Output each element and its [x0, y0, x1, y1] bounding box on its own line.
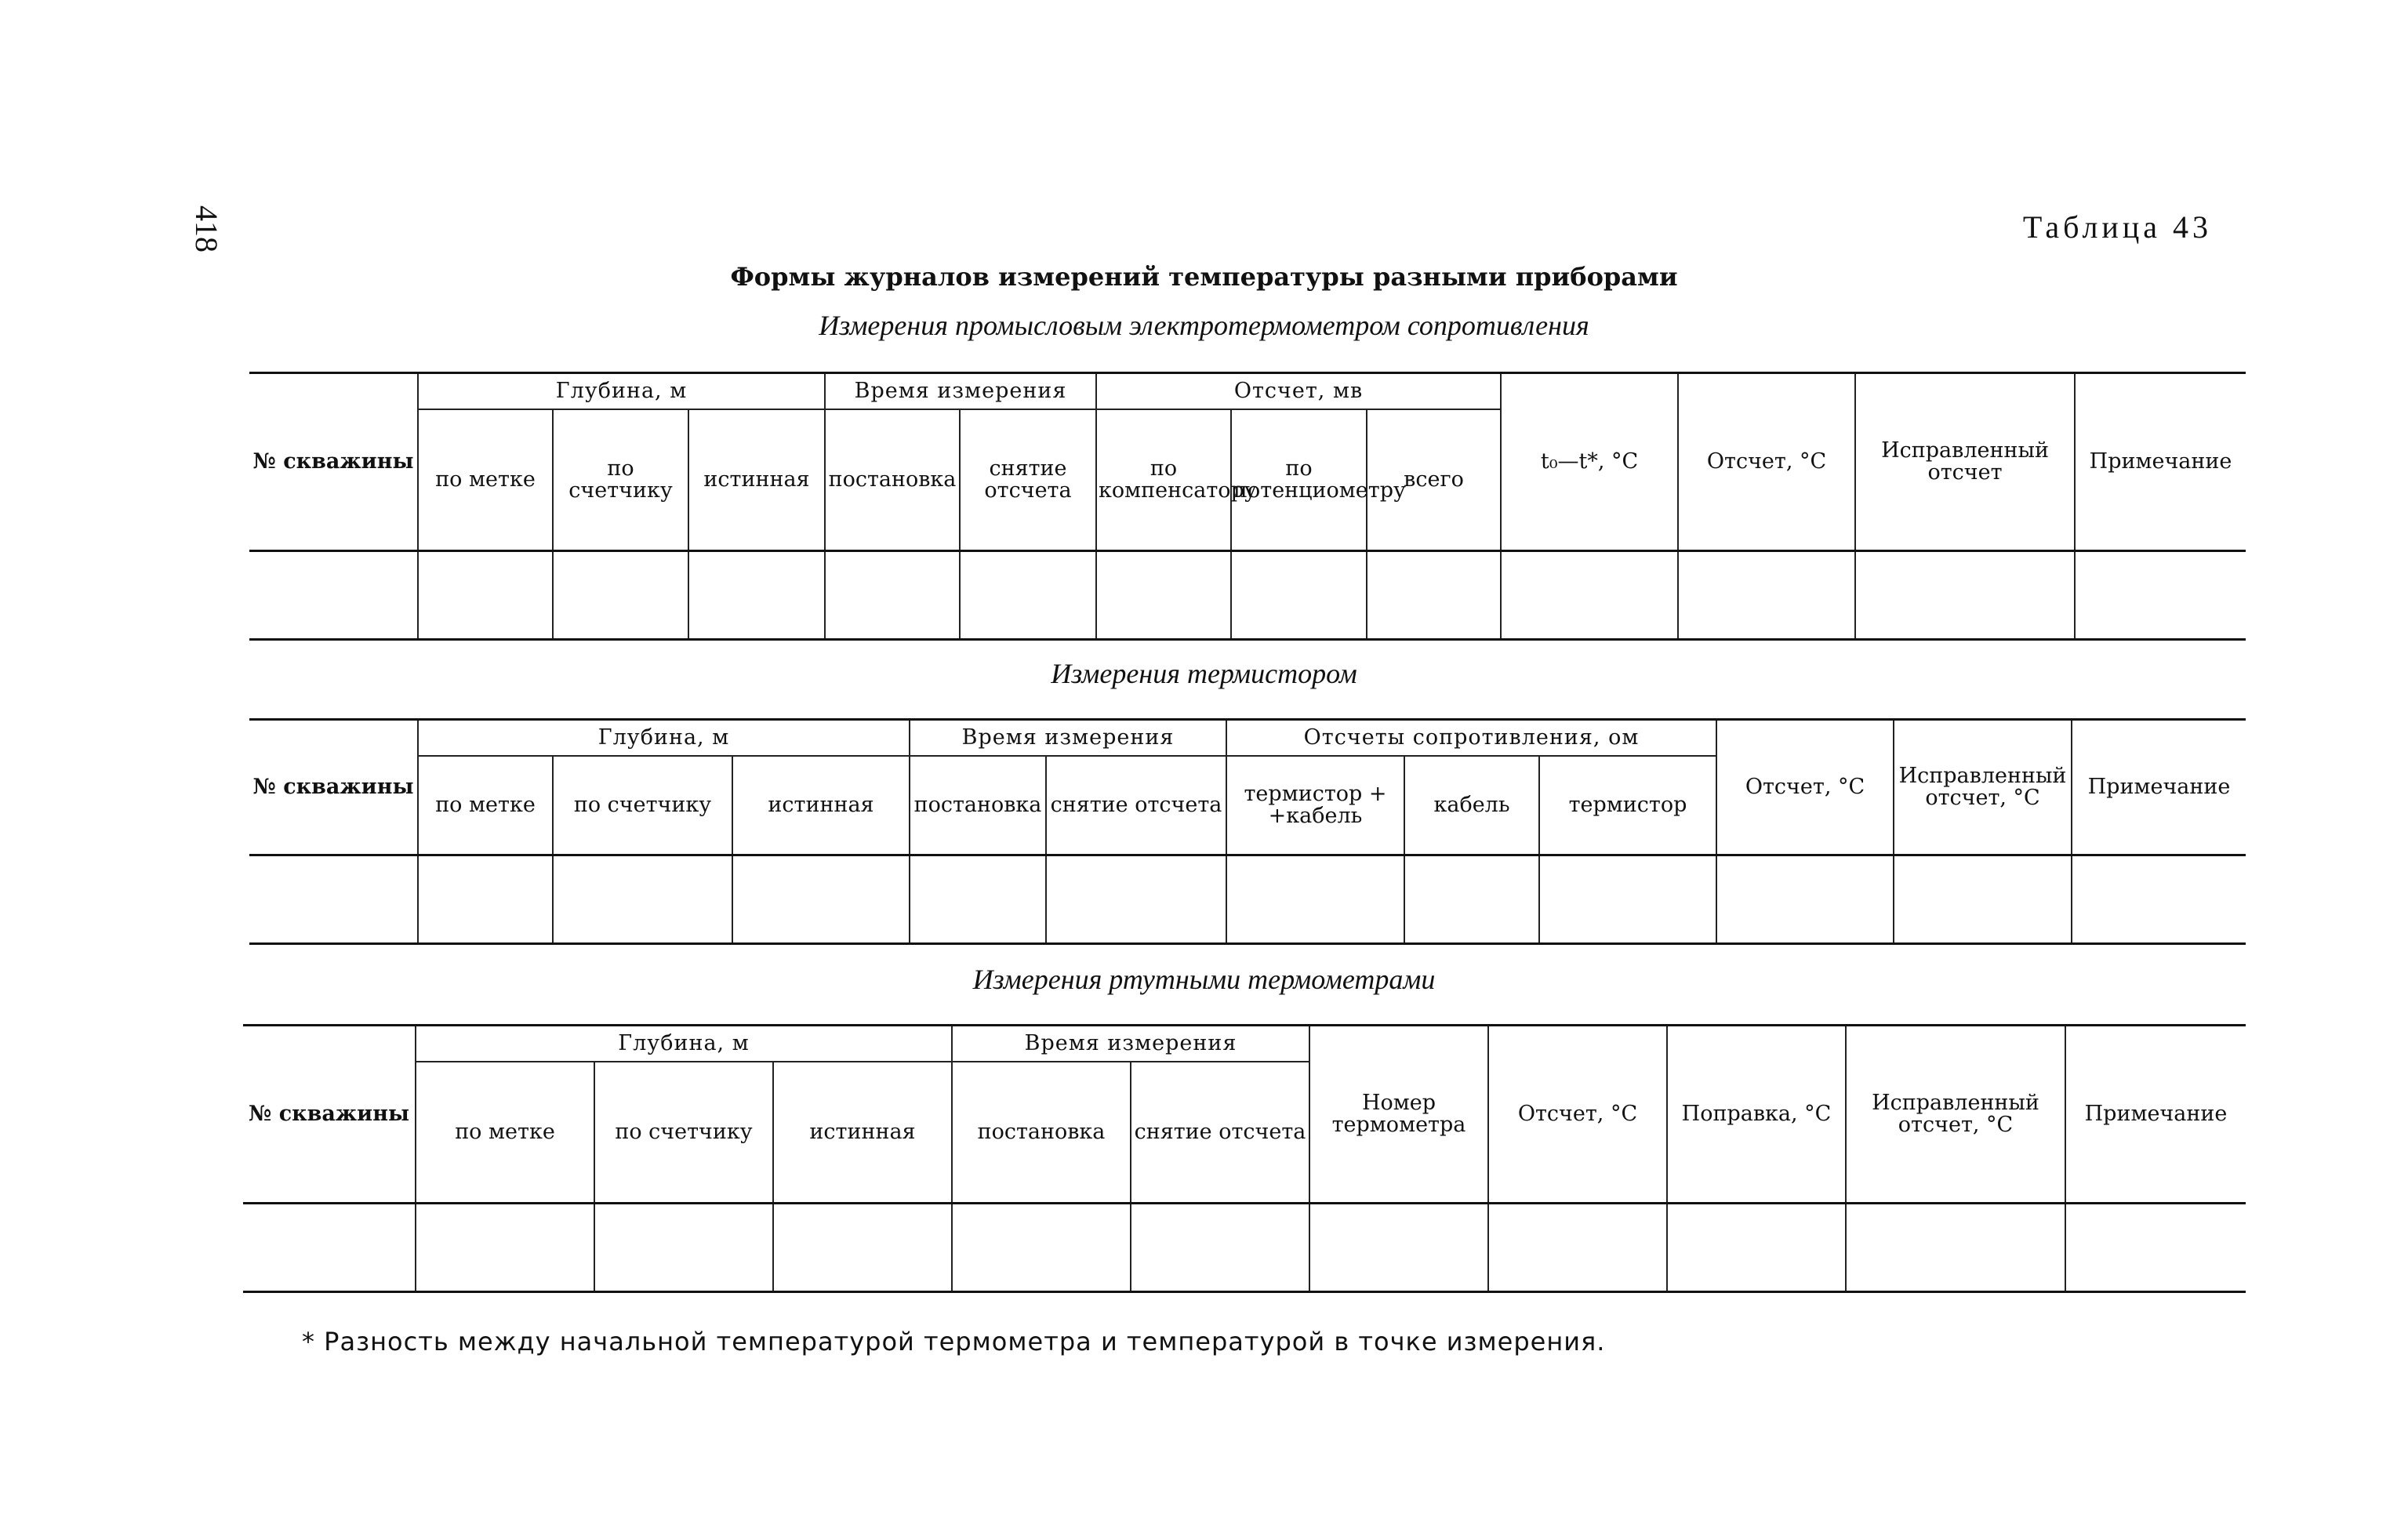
col-time: Время измерения [910, 720, 1226, 757]
col-well: № скважины [249, 720, 418, 855]
col-depth-by-counter: по счетчику [594, 1062, 773, 1204]
table-thermistor [249, 718, 2246, 945]
col-note: Примечание [2072, 720, 2246, 855]
cell-empty [1846, 1204, 2065, 1292]
cell-empty [416, 1204, 594, 1292]
col-reading-comp: по компенсатору [1096, 409, 1231, 551]
col-reading-c: Отсчет, °C [1716, 720, 1894, 855]
table-electrothermometer [249, 372, 2246, 641]
cell-empty [910, 855, 1046, 944]
table-mercury-thermometers [243, 1024, 2246, 1293]
cell-empty [1231, 551, 1367, 640]
col-depth-true: истинная [773, 1062, 952, 1204]
col-depth: Глубина, м [418, 720, 910, 757]
col-res-thermistor-cable: термистор + +кабель [1226, 756, 1404, 855]
col-thermometer-no: Номер термометра [1309, 1026, 1488, 1204]
cell-empty [249, 551, 418, 640]
cell-empty [2072, 855, 2246, 944]
cell-empty [688, 551, 825, 640]
col-res-cable: кабель [1404, 756, 1539, 855]
col-corrected: Исправленный отсчет, °C [1894, 720, 2072, 855]
cell-empty [1716, 855, 1894, 944]
col-well: № скважины [243, 1026, 416, 1204]
col-res-thermistor: термистор [1539, 756, 1716, 855]
col-depth-by-mark: по метке [418, 409, 553, 551]
col-reading-mv: Отсчет, мв [1096, 373, 1501, 410]
col-depth-true: истинная [732, 756, 910, 855]
cell-empty [1367, 551, 1501, 640]
cell-empty [418, 855, 553, 944]
col-note: Примечание [2075, 373, 2246, 551]
col-time-set: постановка [952, 1062, 1131, 1204]
cell-empty [249, 855, 418, 944]
col-reading-pot: по потенциометру [1231, 409, 1367, 551]
col-time-read: снятие отсчета [960, 409, 1096, 551]
section2-subtitle: Измерения термистором [1051, 658, 1357, 689]
cell-empty [243, 1204, 416, 1292]
cell-empty [1501, 551, 1678, 640]
page-number: 418 [189, 205, 224, 252]
cell-empty [553, 551, 688, 640]
cell-empty [1131, 1204, 1309, 1292]
cell-empty [1488, 1204, 1667, 1292]
col-reading-c: Отсчет, °C [1488, 1026, 1667, 1204]
col-time-set: постановка [825, 409, 960, 551]
cell-empty [1678, 551, 1855, 640]
col-time: Время измерения [952, 1026, 1309, 1062]
section3-subtitle: Измерения ртутными термометрами [972, 964, 1436, 995]
col-well: № скважины [249, 373, 418, 551]
cell-empty [773, 1204, 952, 1292]
table-label: Таблица 43 [2022, 209, 2212, 245]
col-corrected: Исправленный отсчет [1855, 373, 2075, 551]
cell-empty [1404, 855, 1539, 944]
col-corrected: Исправленный отсчет, °C [1846, 1026, 2065, 1204]
cell-empty [594, 1204, 773, 1292]
cell-empty [960, 551, 1096, 640]
col-depth-by-counter: по счетчику [553, 756, 732, 855]
cell-empty [1096, 551, 1231, 640]
section1-subtitle: Измерения промысловым электротермометром сопротивления [819, 310, 1589, 341]
cell-empty [952, 1204, 1131, 1292]
cell-empty [825, 551, 960, 640]
cell-empty [553, 855, 732, 944]
col-note: Примечание [2065, 1026, 2246, 1204]
page-title: Формы журналов измерений температуры разными приборами [730, 262, 1678, 292]
cell-empty [2065, 1204, 2246, 1292]
col-reading-c: Отсчет, °C [1678, 373, 1855, 551]
cell-empty [1539, 855, 1716, 944]
cell-empty [732, 855, 910, 944]
col-depth: Глубина, м [416, 1026, 952, 1062]
cell-empty [418, 551, 553, 640]
cell-empty [1894, 855, 2072, 944]
cell-empty [1855, 551, 2075, 640]
col-depth-true: истинная [688, 409, 825, 551]
col-correction: Поправка, °C [1667, 1026, 1846, 1204]
cell-empty [1046, 855, 1226, 944]
col-reading-total: всего [1367, 409, 1501, 551]
cell-empty [2075, 551, 2246, 640]
cell-empty [1226, 855, 1404, 944]
cell-empty [1309, 1204, 1488, 1292]
footnote: * Разность между начальной температурой термометра и температурой в точке измерения. [302, 1327, 1606, 1356]
col-depth-by-mark: по метке [416, 1062, 594, 1204]
col-depth-by-counter: по счетчику [553, 409, 688, 551]
col-depth-by-mark: по метке [418, 756, 553, 855]
cell-empty [1667, 1204, 1846, 1292]
col-time-read: снятие отсчета [1046, 756, 1226, 855]
col-time-set: постановка [910, 756, 1046, 855]
col-time: Время измерения [825, 373, 1096, 410]
col-delta-t: t₀—t*, °C [1501, 373, 1678, 551]
col-time-read: снятие отсчета [1131, 1062, 1309, 1204]
col-resistance: Отсчеты сопротивления, ом [1226, 720, 1716, 757]
col-depth: Глубина, м [418, 373, 825, 410]
